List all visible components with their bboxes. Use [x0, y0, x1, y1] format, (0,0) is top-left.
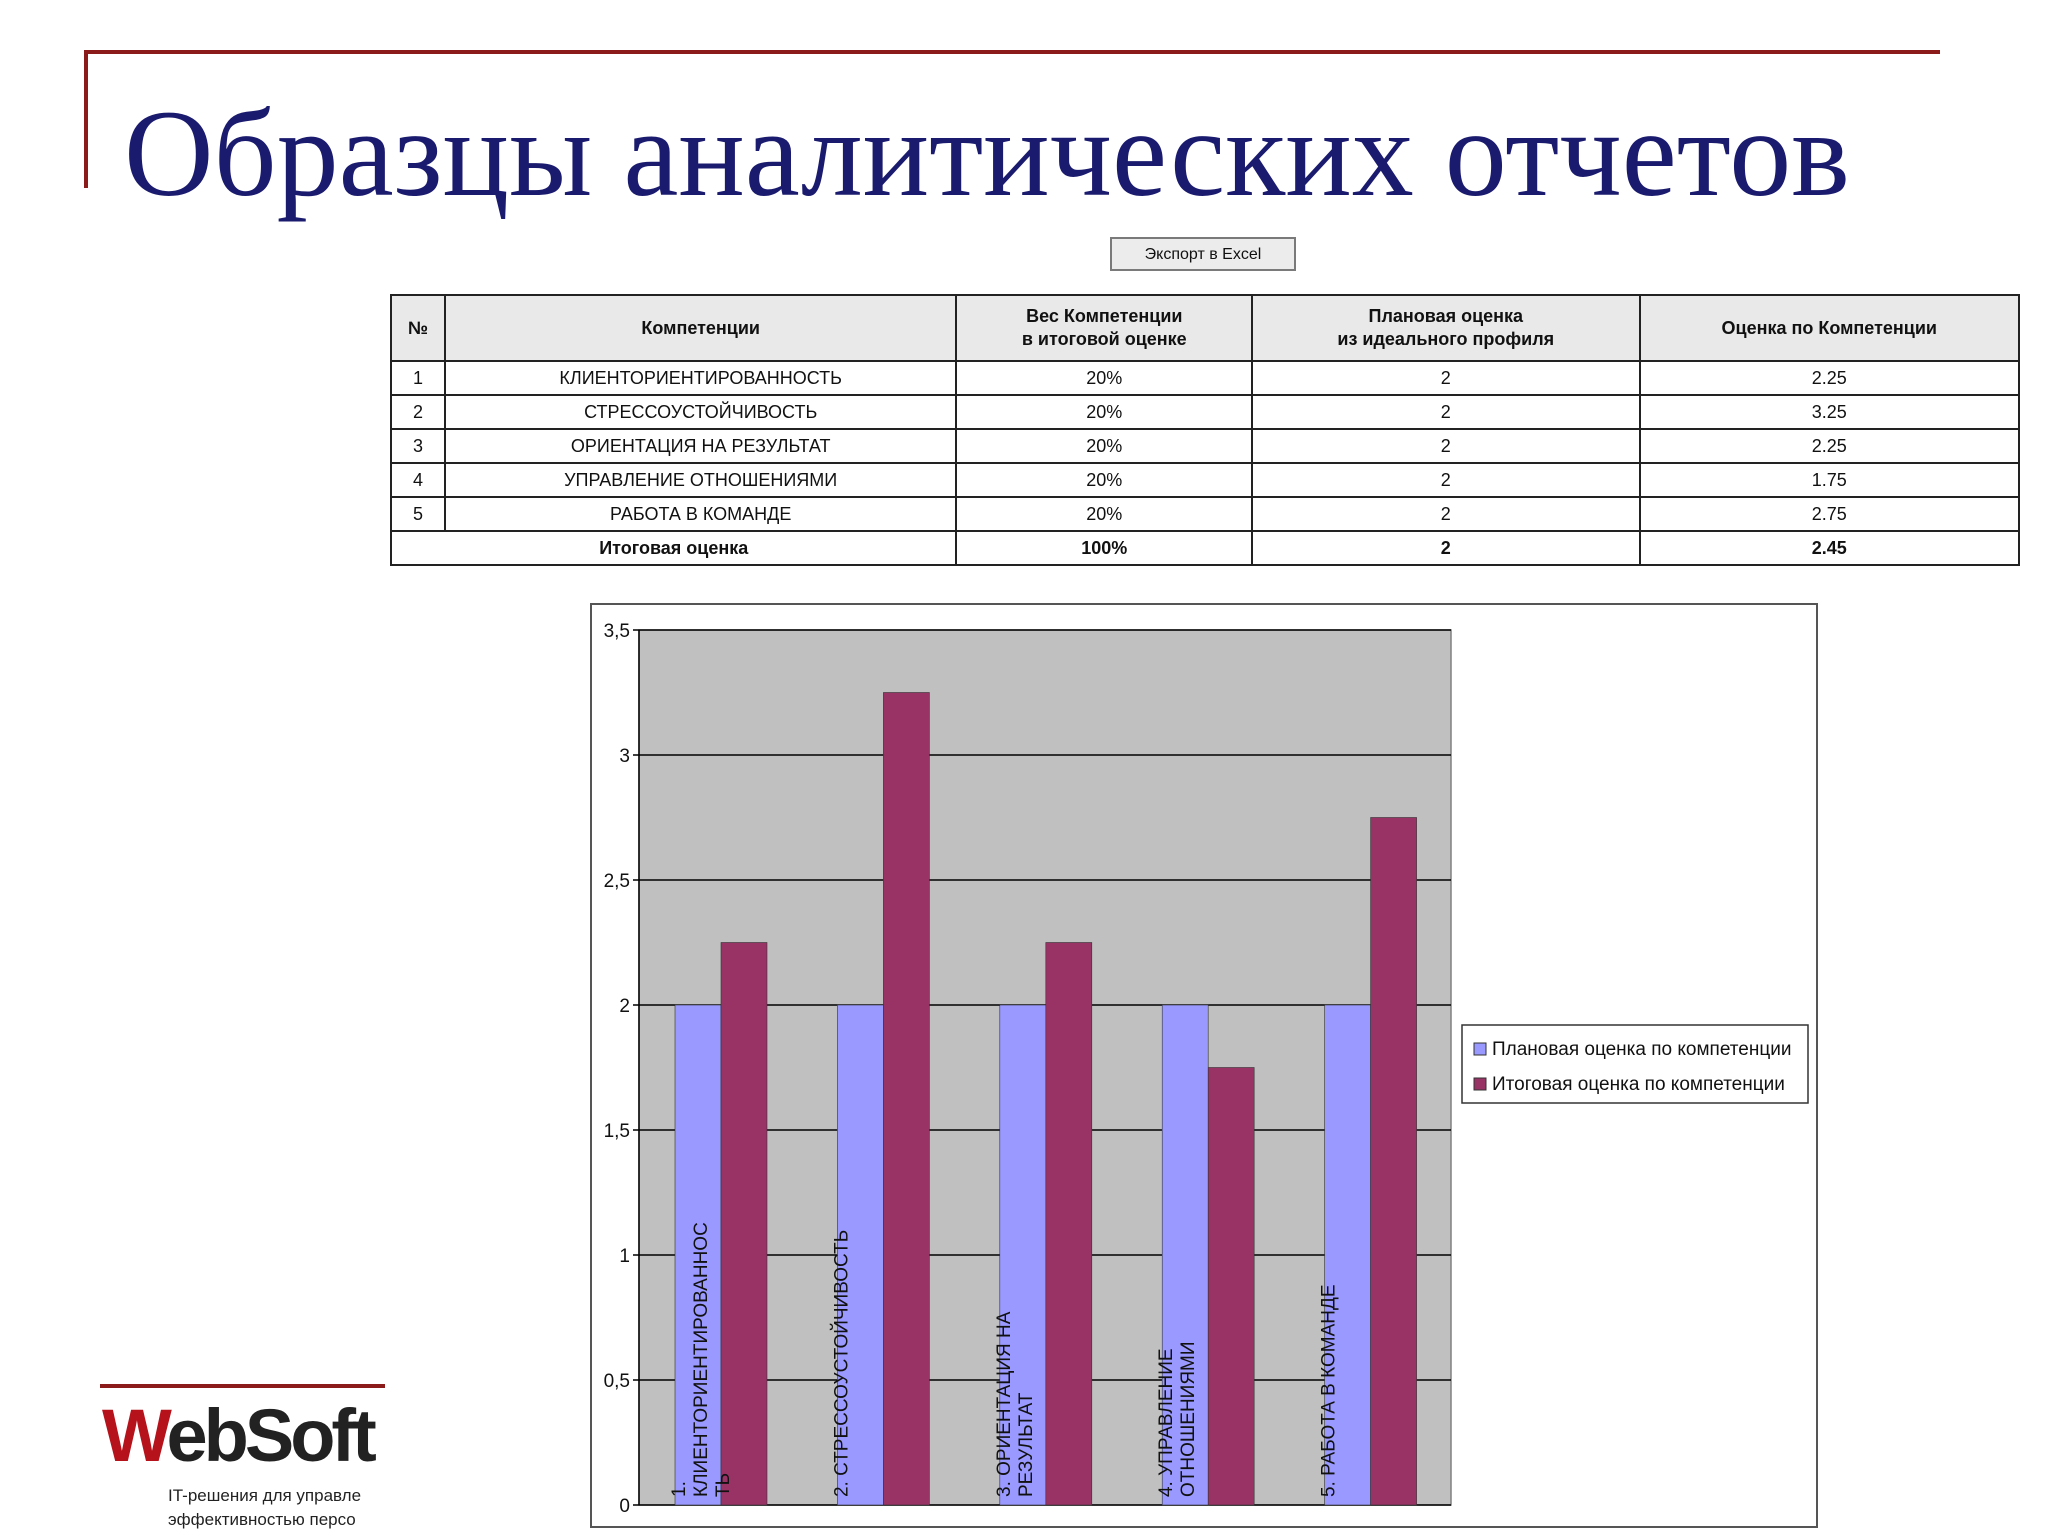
legend-label: Итоговая оценка по компетенции	[1492, 1074, 1785, 1095]
category-label-line: ОТНОШЕНИЯМИ	[1178, 1341, 1200, 1497]
row-score: 2.75	[1640, 497, 2020, 531]
header-score: Оценка по Компетенции	[1640, 295, 2020, 361]
category-label-line: 2. СТРЕССОУСТОЙЧИВОСТЬ	[831, 1229, 853, 1497]
row-score: 2.25	[1640, 429, 2020, 463]
logo-w: W	[102, 1394, 167, 1477]
websoft-logo	[100, 1384, 385, 1536]
y-tick-label: 2,5	[603, 871, 630, 892]
bar-actual	[1046, 943, 1092, 1506]
logo-brand-rest: ebSoft	[166, 1394, 373, 1477]
y-tick-label: 2	[619, 996, 630, 1017]
y-tick-label: 3	[619, 746, 630, 767]
logo-tagline-line2: эффективностью персо	[168, 1510, 356, 1529]
category-label-line: КЛИЕНТОРИЕНТИРОВАННОС	[691, 1222, 712, 1497]
legend-label: Плановая оценка по компетенции	[1492, 1039, 1792, 1060]
row-weight: 20%	[956, 463, 1252, 497]
category-label-line: 1.	[669, 1481, 690, 1497]
header-planned-line1: Плановая оценка	[1368, 306, 1524, 326]
row-score: 2.25	[1640, 361, 2020, 395]
row-competency: РАБОТА В КОМАНДЕ	[445, 497, 957, 531]
table-row	[391, 429, 2019, 463]
row-num: 2	[391, 395, 445, 429]
category-label-line: 5. РАБОТА В КОМАНДЕ	[1318, 1284, 1340, 1497]
row-competency: СТРЕССОУСТОЙЧИВОСТЬ	[445, 395, 957, 429]
logo-tagline	[168, 1484, 378, 1532]
total-score: 2.45	[1640, 531, 2020, 565]
y-tick-label: 1,5	[603, 1121, 630, 1142]
header-num: №	[391, 295, 445, 361]
table-row	[391, 395, 2019, 429]
y-tick-label: 0,5	[603, 1371, 630, 1392]
legend-swatch	[1474, 1043, 1486, 1055]
competency-bar-chart	[590, 603, 1818, 1528]
row-weight: 20%	[956, 361, 1252, 395]
header-planned-line2: из идеального профиля	[1337, 329, 1555, 349]
row-score: 3.25	[1640, 395, 2020, 429]
total-row	[391, 531, 2019, 565]
bar-actual	[1371, 818, 1417, 1506]
title-top-rule	[84, 50, 1940, 54]
header-weight-line2: в итоговой оценке	[1021, 329, 1187, 349]
category-label-line: 3. ОРИЕНТАЦИЯ НА	[993, 1311, 1015, 1497]
row-competency: ОРИЕНТАЦИЯ НА РЕЗУЛЬТАТ	[445, 429, 957, 463]
header-planned	[1252, 295, 1639, 361]
row-weight: 20%	[956, 429, 1252, 463]
category-label-line: 4. УПРАВЛЕНИЕ	[1156, 1348, 1178, 1497]
logo-rule	[100, 1384, 385, 1388]
category-label	[1156, 1341, 1199, 1497]
table-header-row	[391, 295, 2019, 361]
header-competency: Компетенции	[445, 295, 957, 361]
category-label	[830, 1230, 852, 1497]
table-row	[391, 497, 2019, 531]
competency-report-table	[390, 294, 2020, 566]
row-score: 1.75	[1640, 463, 2020, 497]
row-planned: 2	[1252, 463, 1639, 497]
total-label: Итоговая оценка	[391, 531, 956, 565]
header-weight-line1: Вес Компетенции	[1026, 306, 1183, 326]
chart-svg	[592, 605, 1816, 1526]
title-left-rule	[84, 50, 88, 188]
y-tick-label: 0	[619, 1496, 630, 1517]
logo-tagline-line1: IT-решения для управле	[168, 1486, 362, 1505]
table-row	[391, 361, 2019, 395]
legend-swatch	[1474, 1078, 1486, 1090]
bar-actual	[1208, 1068, 1254, 1506]
slide-title: Образцы аналитических отчетов	[124, 85, 1850, 222]
category-label-line: РЕЗУЛЬТАТ	[1015, 1392, 1037, 1497]
y-tick-label: 1	[619, 1246, 630, 1267]
row-num: 1	[391, 361, 445, 395]
table-row	[391, 463, 2019, 497]
row-weight: 20%	[956, 497, 1252, 531]
category-label-line: ТЬ	[713, 1472, 734, 1497]
bar-actual	[721, 943, 767, 1506]
row-competency: УПРАВЛЕНИЕ ОТНОШЕНИЯМИ	[445, 463, 957, 497]
row-planned: 2	[1252, 361, 1639, 395]
row-planned: 2	[1252, 429, 1639, 463]
header-weight	[956, 295, 1252, 361]
export-excel-button[interactable]: Экспорт в Excel	[1110, 237, 1296, 271]
total-planned: 2	[1252, 531, 1639, 565]
row-num: 4	[391, 463, 445, 497]
total-weight: 100%	[956, 531, 1252, 565]
y-tick-label: 3,5	[603, 621, 630, 642]
row-competency: КЛИЕНТОРИЕНТИРОВАННОСТЬ	[445, 361, 957, 395]
row-planned: 2	[1252, 395, 1639, 429]
row-num: 5	[391, 497, 445, 531]
row-num: 3	[391, 429, 445, 463]
row-planned: 2	[1252, 497, 1639, 531]
row-weight: 20%	[956, 395, 1252, 429]
logo-wordmark	[102, 1394, 373, 1478]
bar-actual	[883, 693, 929, 1506]
category-label	[1319, 1284, 1340, 1497]
